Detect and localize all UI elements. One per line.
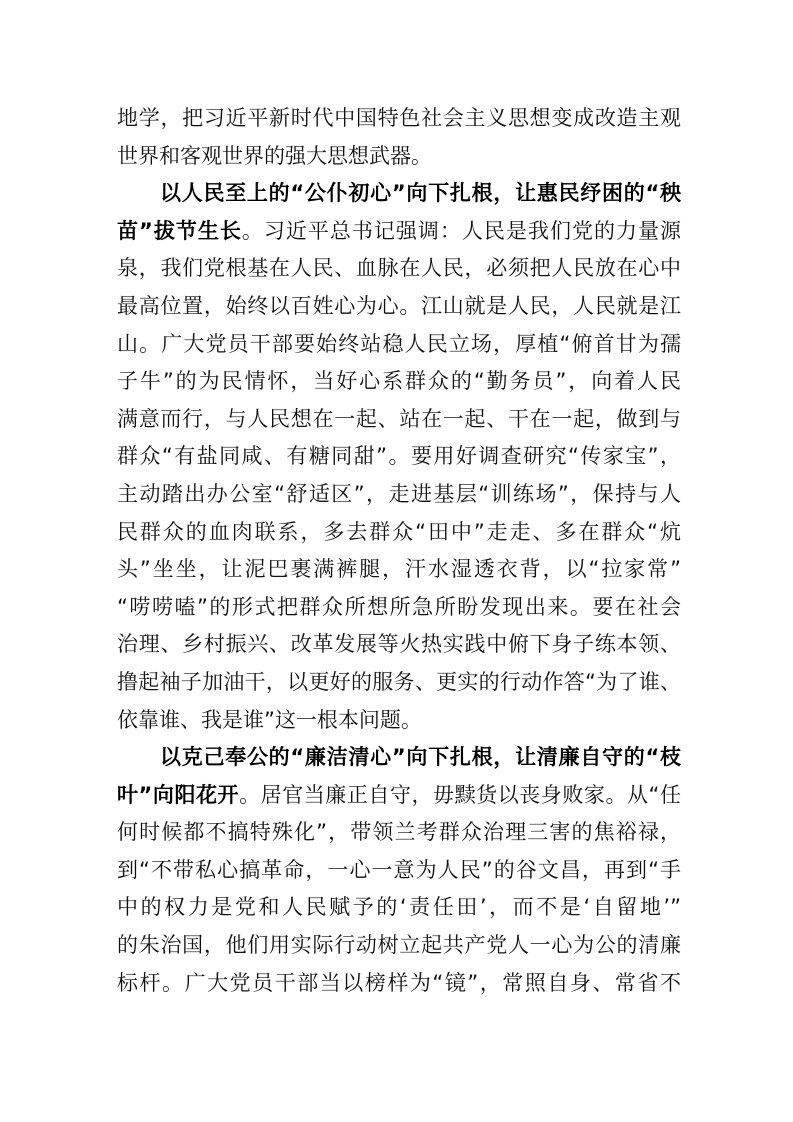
text-line: [117, 326, 681, 364]
text-line: [117, 589, 681, 627]
text-line: [117, 438, 681, 476]
body-text: 最高位置，始终以百姓心为心。江山就是人民，人民就是江: [117, 293, 681, 318]
text-line: [117, 814, 681, 852]
body-text: 民群众的血肉联系，多去群众“田中”走走、多在群众“炕: [117, 519, 681, 544]
body-text: 主动踏出办公室“舒适区”，走进基层“训练场”，保持与人: [117, 481, 681, 506]
text-line: [117, 100, 681, 138]
body-text: 。习近平总书记强调：人民是我们党的力量源: [241, 218, 682, 243]
bold-heading-text: 苗”拔节生长: [117, 218, 242, 243]
body-text: 治理、乡村振兴、改革发展等火热实践中俯下身子练本领、: [117, 632, 681, 657]
body-text: 标杆。广大党员干部当以榜样为“镜”，常照自身、常省不: [117, 970, 681, 995]
body-text: 依靠谁、我是谁”这一根本问题。: [117, 707, 422, 732]
text-line: [117, 551, 681, 589]
text-line: [117, 514, 681, 552]
body-text: 头”坐坐，让泥巴裹满裤腿，汗水湿透衣背，以“拉家常”: [117, 557, 681, 582]
text-line: [117, 626, 681, 664]
bold-heading-text: 以人民至上的“公仆初心”向下扎根，让惠民纾困的“秧: [160, 181, 681, 206]
body-text: 地学，把习近平新时代中国特色社会主义思想变成改造主观: [117, 106, 681, 130]
text-line: [117, 739, 681, 777]
text-line: [117, 965, 681, 1003]
text-line: [117, 138, 681, 176]
text-line: [117, 702, 681, 740]
text-line: [117, 889, 681, 927]
text-line: [117, 288, 681, 326]
text-line: [117, 250, 681, 288]
body-text: 子牛”的为民情怀，当好心系群众的“勤务员”，向着人民: [117, 369, 681, 394]
text-line: [117, 927, 681, 965]
bold-heading-text: 以克己奉公的“廉洁清心”向下扎根，让清廉自守的“枝: [160, 745, 681, 770]
text-line: [117, 476, 681, 514]
body-text: 山。广大党员干部要始终站稳人民立场，厚植“俯首甘为孺: [117, 331, 681, 356]
body-text: 泉，我们党根基在人民、血脉在人民，必须把人民放在心中: [117, 256, 681, 281]
body-text: 到“不带私心搞革命，一心一意为人民”的谷文昌，再到“手: [117, 857, 681, 882]
body-text: 满意而行，与人民想在一起、站在一起、干在一起，做到与: [117, 406, 681, 431]
body-text: 的朱治国，他们用实际行动树立起共产党人一心为公的清廉: [117, 933, 681, 958]
body-text: 。居官当廉正自守，毋黩货以丧身败家。从“任: [239, 782, 681, 807]
text-line: [117, 664, 681, 702]
document-body: [117, 100, 681, 1002]
bold-heading-text: 叶”向阳花开: [117, 782, 240, 807]
body-text: 何时候都不搞特殊化”，带领兰考群众治理三害的焦裕禄，: [117, 820, 681, 845]
text-line: [117, 777, 681, 815]
text-line: [117, 213, 681, 251]
text-line: [117, 401, 681, 439]
body-text: 撸起袖子加油干，以更好的服务、更实的行动作答“为了谁、: [117, 669, 681, 694]
body-text: 中的权力是党和人民赋予的‘责任田’，而不是‘自留地’”: [117, 895, 681, 920]
body-text: 世界和客观世界的强大思想武器。: [117, 143, 432, 168]
text-line: [117, 852, 681, 890]
text-line: [117, 175, 681, 213]
text-line: [117, 363, 681, 401]
body-text: 群众“有盐同咸、有糖同甜”。要用好调查研究“传家宝”，: [117, 444, 681, 469]
body-text: “唠唠嗑”的形式把群众所想所急所盼发现出来。要在社会: [117, 594, 681, 619]
